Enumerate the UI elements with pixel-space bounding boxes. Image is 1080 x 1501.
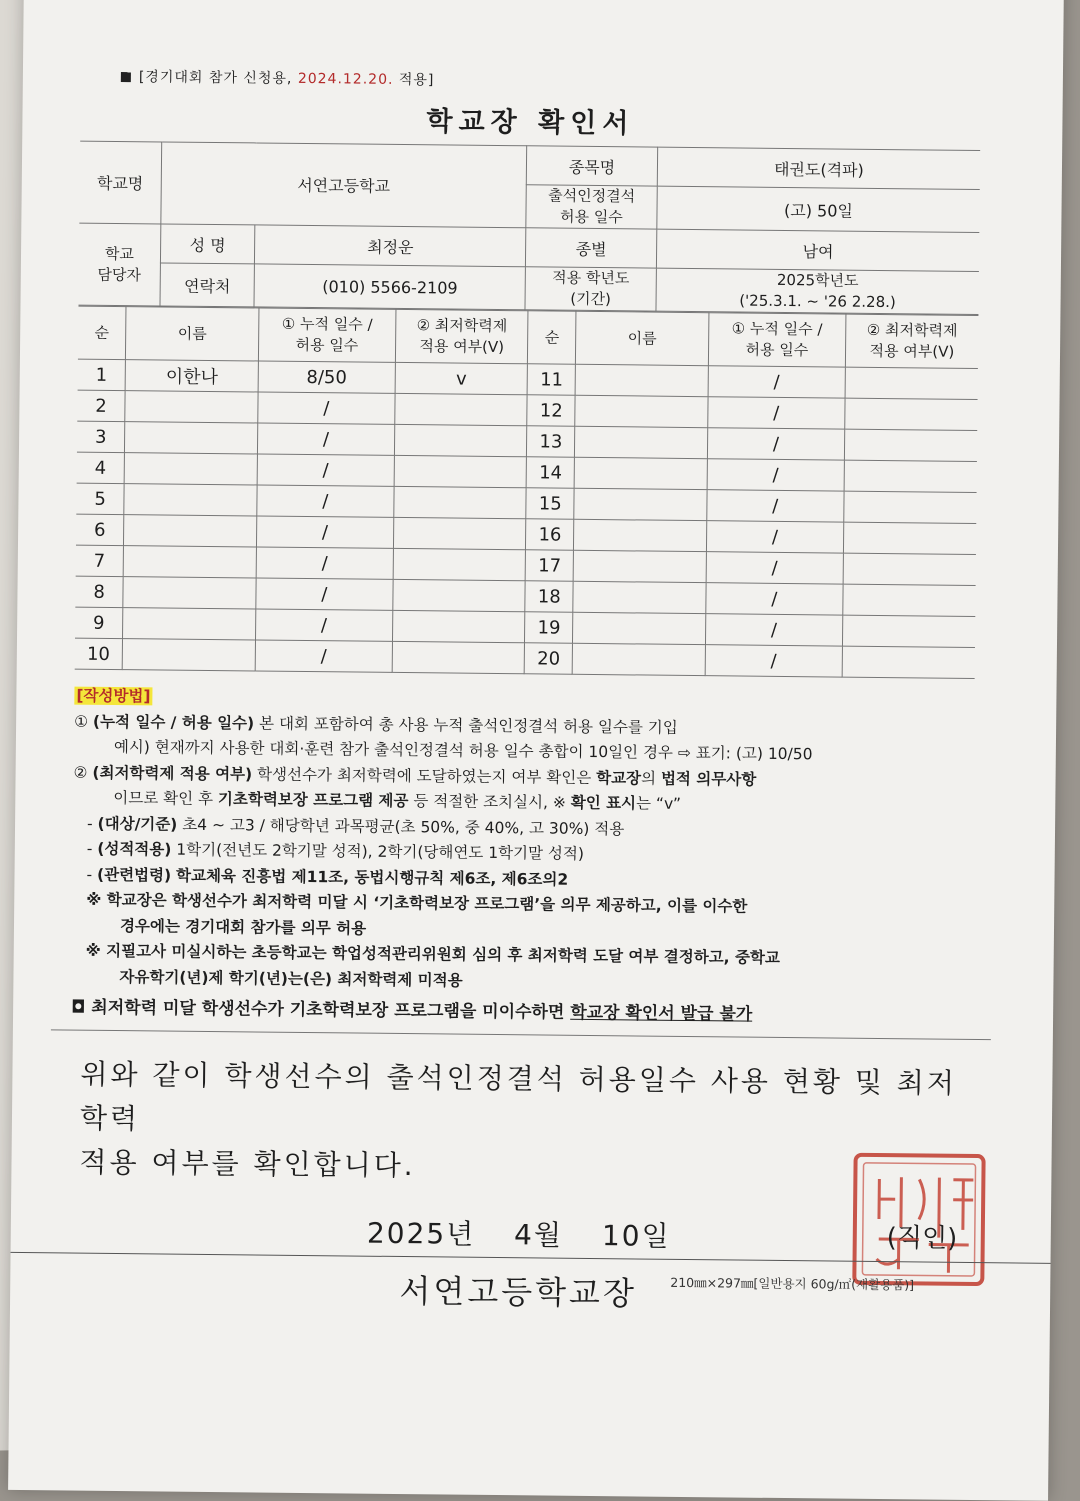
detail-grades-text: 1학기(전년도 2학기말 성적), 2학기(당해연도 1학기말 성적): [176, 840, 585, 863]
student-name: [124, 484, 257, 516]
school-value: 서연고등학교: [161, 142, 527, 228]
row-number: 13: [527, 426, 575, 457]
days-used: /: [255, 609, 392, 641]
sign-day: 10일: [601, 1218, 671, 1253]
year-value-line1: 2025학년도: [776, 270, 859, 290]
instruction-2-line2-bold2: 확인 표시: [570, 793, 637, 813]
row-number: 9: [75, 607, 123, 638]
instruction-1-example: 예시) 현재까지 사용한 대회·훈련 참가 출석인정결석 허용 일수 총합이 10일인 경우 ⇨ 표기: (고) 10/50: [113, 737, 813, 764]
note-1-line2: 경우에는 경기대회 참가를 의무 허용: [119, 916, 367, 938]
detail-grades: - (성적적용) 1학기(전년도 2학기말 성적), 2학기(당해연도 1학기말 성적): [86, 839, 585, 863]
student-name: [125, 391, 258, 423]
min-grade-check: [844, 460, 977, 492]
instruction-2-bold-d: 법적 의무사항: [660, 769, 757, 789]
header-days-line1: ① 누적 일수 /: [281, 314, 373, 334]
instruction-2-line2-bold: 기초학력보장 프로그램 제공: [217, 790, 409, 811]
contact-label: 연락처: [160, 263, 255, 307]
contact-value: (010) 5566-2109: [254, 264, 525, 310]
note-2-line2: 자유학기(년)제 학기(년)는(은) 최저학력제 미적용: [119, 967, 463, 990]
statement-line1: 위와 같이 학생선수의 출석인정결석 허용일수 사용 현황 및 최저학력: [79, 1057, 958, 1135]
header-min-line1: ② 최저학력제: [416, 316, 508, 336]
min-grade-check: [392, 610, 525, 642]
detail-grades-title: (성적적용): [97, 839, 172, 859]
min-grade-check: [393, 579, 526, 611]
final-note-underlined: 학교장 확인서 발급 불가: [570, 1002, 753, 1025]
detail-target-text: 초4 ~ 고3 / 해당학년 과목평균(초 50%, 중 40%, 고 30%) 적용: [182, 815, 625, 838]
days-used: /: [256, 547, 393, 579]
paper-spec: 210㎜×297㎜[일반용지 60g/㎡(재활용품)]: [670, 1274, 915, 1293]
row-number: 15: [526, 488, 574, 519]
row-number: 8: [75, 576, 123, 607]
student-name: [123, 546, 256, 578]
student-table: [75, 306, 979, 679]
row-number: 17: [526, 550, 574, 581]
student-name: 이한나: [125, 360, 258, 392]
year-label-line2: (기간): [570, 289, 612, 309]
days-used: /: [255, 640, 392, 672]
student-name: [124, 453, 257, 485]
days-used: /: [705, 614, 842, 646]
header-days-line1: ① 누적 일수 /: [731, 319, 823, 339]
manager-label-line1: 학교: [104, 244, 134, 263]
min-grade-check: [843, 522, 976, 554]
row-number: 11: [528, 364, 576, 395]
min-grade-check: [843, 584, 976, 616]
header-no: 순: [78, 306, 126, 359]
days-used: /: [257, 454, 394, 486]
min-grade-check: [845, 398, 978, 430]
confirmation-statement: [69, 1052, 970, 1193]
min-grade-check: [394, 424, 527, 456]
absence-value: (고) 50일: [657, 186, 980, 232]
row-number: 1: [78, 359, 126, 390]
header-name: 이름: [126, 307, 259, 361]
document-page: [8, 0, 1064, 1501]
instruction-1-text: 본 대회 포함하여 총 사용 누적 출석인정결석 허용 일수를 기입: [259, 714, 678, 737]
days-used: 8/50: [258, 361, 395, 393]
row-number: 3: [77, 421, 125, 452]
min-grade-check: [844, 429, 977, 461]
instruction-2-text-a: 학생선수가 최저학력에 도달하였는지 여부 확인은: [256, 764, 592, 787]
min-grade-check: [843, 553, 976, 585]
min-grade-check: [393, 517, 526, 549]
gender-value: 남여: [656, 229, 979, 271]
student-name: [574, 488, 707, 520]
row-number: 16: [526, 519, 574, 550]
row-number: 4: [77, 452, 125, 483]
header-min: [395, 309, 528, 363]
header-no: 순: [528, 311, 576, 364]
circle-number-2: ②: [73, 763, 88, 782]
min-grade-check: [842, 615, 975, 647]
row-number: 14: [527, 457, 575, 488]
gender-label: 종별: [526, 228, 657, 268]
sport-value: 태권도(격파): [657, 147, 980, 189]
row-number: 10: [75, 638, 123, 669]
days-used: /: [707, 428, 844, 460]
days-used: /: [256, 516, 393, 548]
min-grade-check: [392, 641, 525, 673]
year-label-line1: 적용 학년도: [552, 268, 630, 288]
statement-line2: 적용 여부를 확인합니다.: [79, 1145, 416, 1182]
sign-month: 4월: [513, 1217, 564, 1252]
info-table: [78, 141, 980, 315]
warning-box-icon: ◘: [71, 997, 86, 1018]
instruction-2-title: (최저학력제 적용 여부): [92, 763, 253, 783]
min-grade-check: [395, 393, 528, 425]
header-days-line2: 허용 일수: [295, 335, 359, 355]
student-name: [575, 395, 708, 427]
absence-label: [526, 185, 657, 229]
header-note-date: 2024.12.20.: [297, 70, 394, 88]
instruction-2-bold-b: 학교장: [596, 768, 642, 788]
min-grade-check: [394, 486, 527, 518]
note-2-line1: ※ 지필고사 미실시하는 초등학교는 학업성적관리위원회 심의 후 최저학력 도달 여부 결정하고, 중학교: [85, 941, 781, 967]
detail-law-title: (관련법령): [96, 865, 172, 885]
student-table-body: [75, 359, 978, 678]
name-label: 성 명: [160, 224, 255, 264]
circle-number-1: ①: [74, 712, 89, 731]
min-grade-check: v: [395, 362, 528, 394]
header-days: [258, 308, 396, 362]
header-min-line2: 적용 여부(V): [419, 337, 505, 357]
student-name: [573, 581, 706, 613]
document-content: [68, 66, 981, 1318]
header-name: 이름: [576, 311, 709, 365]
instruction-2-line2-c: 는 “v”: [635, 794, 682, 813]
student-name: [125, 422, 258, 454]
days-used: /: [705, 645, 842, 677]
row-number: 12: [527, 395, 575, 426]
days-used: /: [707, 459, 844, 491]
student-name: [575, 426, 708, 458]
section-divider: [51, 1029, 991, 1040]
year-label: [525, 267, 656, 311]
detail-law-text: 학교체육 진흥법 제11조, 동법시행규칙 제6조, 제6조의2: [175, 866, 569, 889]
student-name: [572, 643, 705, 675]
detail-law: - (관련법령) 학교체육 진흥법 제11조, 동법시행규칙 제6조, 제6조의2: [86, 865, 569, 889]
instructions-heading-text: [작성방법]: [76, 686, 151, 706]
days-used: /: [706, 521, 843, 553]
final-note: [71, 996, 971, 1031]
header-note: [121, 66, 981, 95]
header-note-suffix: 적용]: [398, 71, 435, 89]
header-min: [845, 314, 978, 368]
row-number: 19: [525, 612, 573, 643]
name-value: 최정운: [255, 225, 526, 267]
instruction-2-text-c: 의: [640, 769, 657, 788]
header-days: [708, 313, 846, 367]
min-grade-check: [845, 367, 978, 399]
days-used: /: [257, 485, 394, 517]
student-name: [573, 612, 706, 644]
absence-label-line1: 출석인정결석: [548, 186, 636, 206]
year-value-line2: ('25.3.1. ~ '26 2.28.): [739, 291, 896, 312]
sign-year: 2025년: [366, 1216, 476, 1251]
instructions: [71, 684, 975, 1040]
manager-label: [78, 223, 160, 306]
min-grade-check: [842, 646, 975, 678]
header-min-line1: ② 최저학력제: [866, 320, 958, 340]
principal-name-text: 서연고등학교장: [399, 1271, 638, 1312]
days-used: /: [257, 423, 394, 455]
row-number: 20: [525, 643, 573, 674]
year-value: [656, 268, 979, 314]
days-used: /: [256, 578, 393, 610]
student-name: [573, 550, 706, 582]
days-used: /: [708, 366, 845, 398]
days-used: /: [708, 397, 845, 429]
min-grade-check: [393, 548, 526, 580]
header-min-line2: 적용 여부(V): [869, 341, 955, 361]
row-number: 18: [525, 581, 573, 612]
sign-date: [69, 1208, 969, 1257]
row-number: 2: [77, 390, 125, 421]
student-name: [574, 457, 707, 489]
row-number: 5: [76, 483, 124, 514]
student-name: [123, 608, 256, 640]
final-note-text: 최저학력 미달 학생선수가 기초학력보장 프로그램을 미이수하면: [91, 997, 565, 1023]
document-title: 학교장 확인서: [426, 106, 635, 140]
detail-target-title: (대상/기준): [97, 814, 178, 834]
student-name: [124, 515, 257, 547]
student-name: [574, 519, 707, 551]
school-label: 학교명: [79, 141, 161, 224]
note-1-line1: ※ 학교장은 학생선수가 최저학력 미달 시 ‘기초학력보장 프로그램’을 의무 제공하고, 이를 이수한: [86, 890, 748, 916]
detail-target: - (대상/기준) 초4 ~ 고3 / 해당학년 과목평균(초 50%, 중 40%, 고 30%) 적용: [86, 814, 625, 838]
seal-label: (직인): [886, 1223, 958, 1254]
absence-label-line2: 허용 일수: [559, 207, 623, 227]
min-grade-check: [844, 491, 977, 523]
student-name: [122, 639, 255, 671]
min-grade-check: [394, 455, 527, 487]
student-table-header: [78, 306, 979, 368]
sport-label: 종목명: [526, 146, 657, 186]
days-used: /: [706, 552, 843, 584]
instruction-1-title: (누적 일수 / 허용 일수): [92, 712, 255, 732]
row-number: 7: [76, 545, 124, 576]
days-used: /: [258, 392, 395, 424]
days-used: /: [707, 490, 844, 522]
instruction-2-line2-b: 등 적절한 조치실시, ※: [413, 792, 566, 812]
days-used: /: [706, 583, 843, 615]
instruction-2-line2-a: 이므로 확인 후: [113, 788, 214, 809]
student-name: [123, 577, 256, 609]
manager-label-line2: 담당자: [97, 265, 141, 284]
header-days-line2: 허용 일수: [745, 340, 809, 360]
header-note-prefix: [경기대회 참가 신청용,: [138, 69, 293, 87]
square-bullet-icon: [121, 72, 131, 82]
row-number: 6: [76, 514, 124, 545]
student-name: [575, 364, 708, 396]
